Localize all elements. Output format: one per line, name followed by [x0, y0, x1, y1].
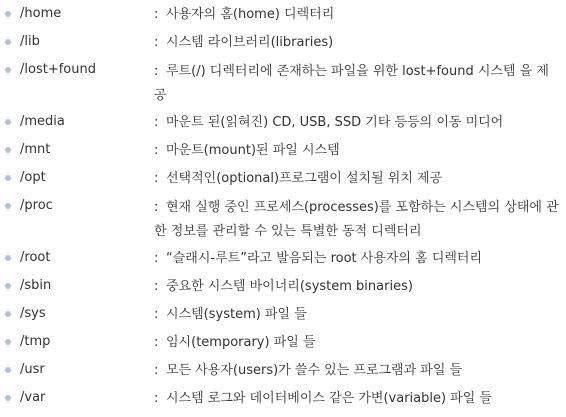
directory-path: /tmp: [20, 334, 51, 349]
separator-colon: :: [154, 64, 159, 79]
directory-path: /sys: [20, 306, 46, 321]
list-item-var: [0, 388, 566, 416]
bullet-icon: [5, 67, 11, 73]
directory-path: /lib: [20, 34, 40, 49]
list-item-mnt: [0, 140, 566, 168]
directory-path: /home: [20, 6, 62, 21]
list-item-proc: [0, 196, 566, 248]
bullet-icon: [5, 39, 11, 45]
directory-description: 시스템 로그와 데이터베이스 같은 가변(variable) 파일 들: [166, 391, 492, 406]
directory-description: 사용자의 홈(home) 디렉터리: [166, 7, 335, 22]
directory-path: /mnt: [20, 142, 51, 157]
separator-colon: :: [154, 335, 159, 350]
separator-colon: :: [154, 143, 159, 158]
list-item-root: [0, 248, 566, 276]
directory-path: /media: [20, 114, 65, 129]
directory-description: 루트(/) 디렉터리에 존재하는 파일을 위한 lost+found 시스템 을 제공: [154, 64, 549, 103]
directory-path: /opt: [20, 170, 46, 185]
bullet-icon: [5, 395, 11, 401]
separator-colon: :: [154, 200, 159, 215]
list-item-lib: [0, 32, 566, 60]
list-item-sys: [0, 304, 566, 332]
directory-description: 현재 실행 중인 프로세스(processes)를 포함하는 시스템의 상태에 관한 정보를 관리할 수 있는 특별한 동적 디렉터리: [154, 200, 559, 239]
directory-description: 시스템 라이브러리(libraries): [166, 35, 334, 50]
directory-description: 마운트 된(읽혀진) CD, USB, SSD 기타 등등의 이동 미디어: [166, 115, 504, 130]
list-item-media: [0, 112, 566, 140]
directory-description: 시스템(system) 파일 들: [166, 307, 307, 322]
bullet-icon: [5, 367, 11, 373]
list-item-tmp: [0, 332, 566, 360]
directory-path: /var: [20, 390, 46, 405]
list-item-home: [0, 4, 566, 32]
directory-description: 임시(temporary) 파일 들: [166, 335, 316, 350]
directory-path: /lost+found: [20, 62, 96, 77]
directory-description: 모든 사용자(users)가 쓸수 있는 프로그램과 파일 들: [166, 363, 463, 378]
list-item-usr: [0, 360, 566, 388]
bullet-icon: [5, 283, 11, 289]
directory-path: /root: [20, 250, 51, 265]
bullet-icon: [5, 203, 11, 209]
bullet-icon: [5, 175, 11, 181]
list-item-lost-found: [0, 60, 566, 112]
separator-colon: :: [154, 307, 159, 322]
separator-colon: :: [154, 7, 159, 22]
bullet-icon: [5, 147, 11, 153]
separator-colon: :: [154, 115, 159, 130]
directory-description: 중요한 시스템 바이너리(system binaries): [166, 279, 413, 294]
list-item-opt: [0, 168, 566, 196]
bullet-icon: [5, 339, 11, 345]
directory-description: 선택적인(optional)프로그램이 설치될 위치 제공: [166, 171, 443, 186]
bullet-icon: [5, 311, 11, 317]
list-item-sbin: [0, 276, 566, 304]
directory-path: /proc: [20, 198, 53, 213]
bullet-icon: [5, 11, 11, 17]
separator-colon: :: [154, 391, 159, 406]
directory-path: /sbin: [20, 278, 52, 293]
bullet-icon: [5, 255, 11, 261]
separator-colon: :: [154, 363, 159, 378]
separator-colon: :: [154, 279, 159, 294]
directory-description: “슬래시-루트”라고 발음되는 root 사용자의 홈 디렉터리: [166, 251, 483, 266]
directory-description: 마운트(mount)된 파일 시스템: [166, 143, 340, 158]
directory-list: [0, 4, 566, 416]
separator-colon: :: [154, 251, 159, 266]
separator-colon: :: [154, 35, 159, 50]
separator-colon: :: [154, 171, 159, 186]
bullet-icon: [5, 119, 11, 125]
directory-path: /usr: [20, 362, 45, 377]
